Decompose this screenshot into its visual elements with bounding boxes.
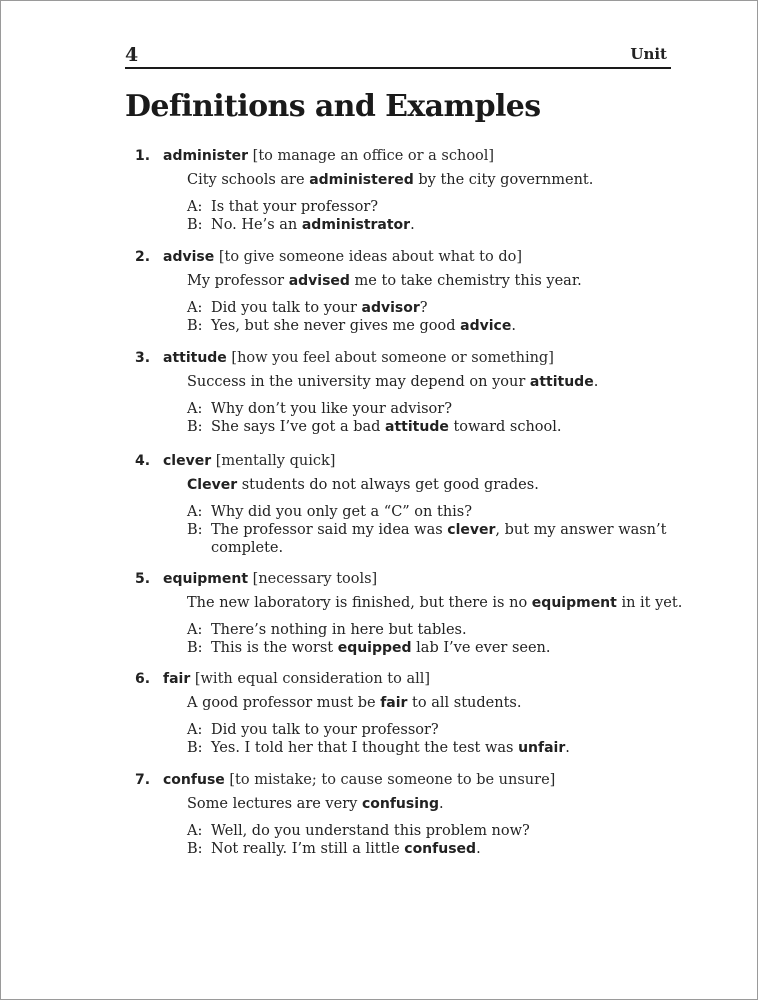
speaker-b: B: — [187, 522, 203, 538]
speaker-b: B: — [187, 217, 203, 233]
speaker-b: B: — [187, 640, 203, 656]
example-sentence: The new laboratory is finished, but there is no equipment in it yet. — [187, 595, 683, 611]
entry-definition: [with equal consideration to all] — [194, 671, 431, 687]
dialog-line-b: B: Yes. I told her that I thought the test was unfair. — [187, 740, 570, 756]
dialog — [187, 621, 695, 657]
dialog — [187, 503, 695, 557]
speaker-b: B: — [187, 841, 203, 857]
speaker-a: A: — [187, 504, 203, 520]
dialog-line-a: A: Is that your professor? — [187, 199, 379, 215]
entry-number: 2. — [135, 249, 151, 265]
dialog-line-b-continued: complete. — [211, 540, 284, 556]
dialog-line-b: B: No. He’s an administrator. — [187, 217, 415, 233]
speaker-b: B: — [187, 419, 203, 435]
speaker-a: A: — [187, 199, 203, 215]
speaker-a: A: — [187, 722, 203, 738]
entry-term: administer — [163, 148, 249, 164]
speaker-a: A: — [187, 401, 203, 417]
vocab-entry-confuse — [135, 770, 695, 858]
vocab-entry-administer — [135, 146, 695, 234]
dialog-line-b: B: She says I’ve got a bad attitude toward school. — [187, 419, 562, 435]
dialog — [187, 822, 695, 858]
example-sentence: Some lectures are very confusing. — [187, 796, 444, 812]
dialog — [187, 198, 695, 234]
entry-definition: [how you feel about someone or something] — [231, 350, 554, 366]
vocab-entry-fair — [135, 669, 695, 757]
entry-term: clever — [163, 453, 212, 469]
example-sentence: My professor advised me to take chemistry this year. — [187, 273, 582, 289]
unit-label: Unit — [630, 45, 667, 63]
speaker-b: B: — [187, 318, 203, 334]
entry-number: 6. — [135, 671, 151, 687]
example-sentence: City schools are administered by the city government. — [187, 172, 594, 188]
example-sentence: Clever students do not always get good grades. — [187, 477, 539, 493]
dialog — [187, 400, 695, 436]
entry-number: 3. — [135, 350, 151, 366]
entry-number: 4. — [135, 453, 151, 469]
page-number: 4 — [125, 44, 139, 66]
dialog-line-a: A: Why did you only get a “C” on this? — [187, 504, 473, 520]
entry-number: 5. — [135, 571, 151, 587]
page-header — [125, 43, 671, 69]
entry-definition: [to mistake; to cause someone to be unsure] — [229, 772, 556, 788]
dialog-line-a: A: Did you talk to your advisor? — [187, 300, 428, 316]
entry-number: 1. — [135, 148, 151, 164]
dialog — [187, 721, 695, 757]
entry-definition: [to manage an office or a school] — [252, 148, 495, 164]
vocab-entry-equipment — [135, 569, 695, 657]
speaker-b: B: — [187, 740, 203, 756]
entry-number: 7. — [135, 772, 151, 788]
dialog-line-b: B: Not really. I’m still a little confused. — [187, 841, 481, 857]
entry-term: attitude — [163, 350, 227, 366]
entry-term: advise — [163, 249, 215, 265]
vocab-entry-advise — [135, 247, 695, 335]
entry-term: confuse — [163, 772, 225, 788]
vocab-entry-clever — [135, 451, 695, 557]
example-sentence: A good professor must be fair to all students. — [187, 695, 522, 711]
example-sentence: Success in the university may depend on your attitude. — [187, 374, 599, 390]
dialog-line-b: B: This is the worst equipped lab I’ve ever seen. — [187, 640, 551, 656]
page-title: Definitions and Examples — [125, 89, 541, 124]
dialog-line-a: A: Why don’t you like your advisor? — [187, 401, 452, 417]
dialog-line-a: A: There’s nothing in here but tables. — [187, 622, 467, 638]
entry-definition: [necessary tools] — [252, 571, 378, 587]
dialog-line-b: B: Yes, but she never gives me good advice. — [187, 318, 516, 334]
entry-term: equipment — [163, 571, 249, 587]
entry-term: fair — [163, 671, 191, 687]
entry-definition: [to give someone ideas about what to do] — [218, 249, 523, 265]
entry-definition: [mentally quick] — [215, 453, 336, 469]
speaker-a: A: — [187, 622, 203, 638]
speaker-a: A: — [187, 300, 203, 316]
vocab-entry-attitude — [135, 348, 695, 436]
dialog-line-a: A: Did you talk to your professor? — [187, 722, 439, 738]
speaker-a: A: — [187, 823, 203, 839]
dialog — [187, 299, 695, 335]
dialog-line-b: B: The professor said my idea was clever, but my answer wasn’t — [187, 522, 667, 538]
dialog-line-a: A: Well, do you understand this problem now? — [187, 823, 530, 839]
